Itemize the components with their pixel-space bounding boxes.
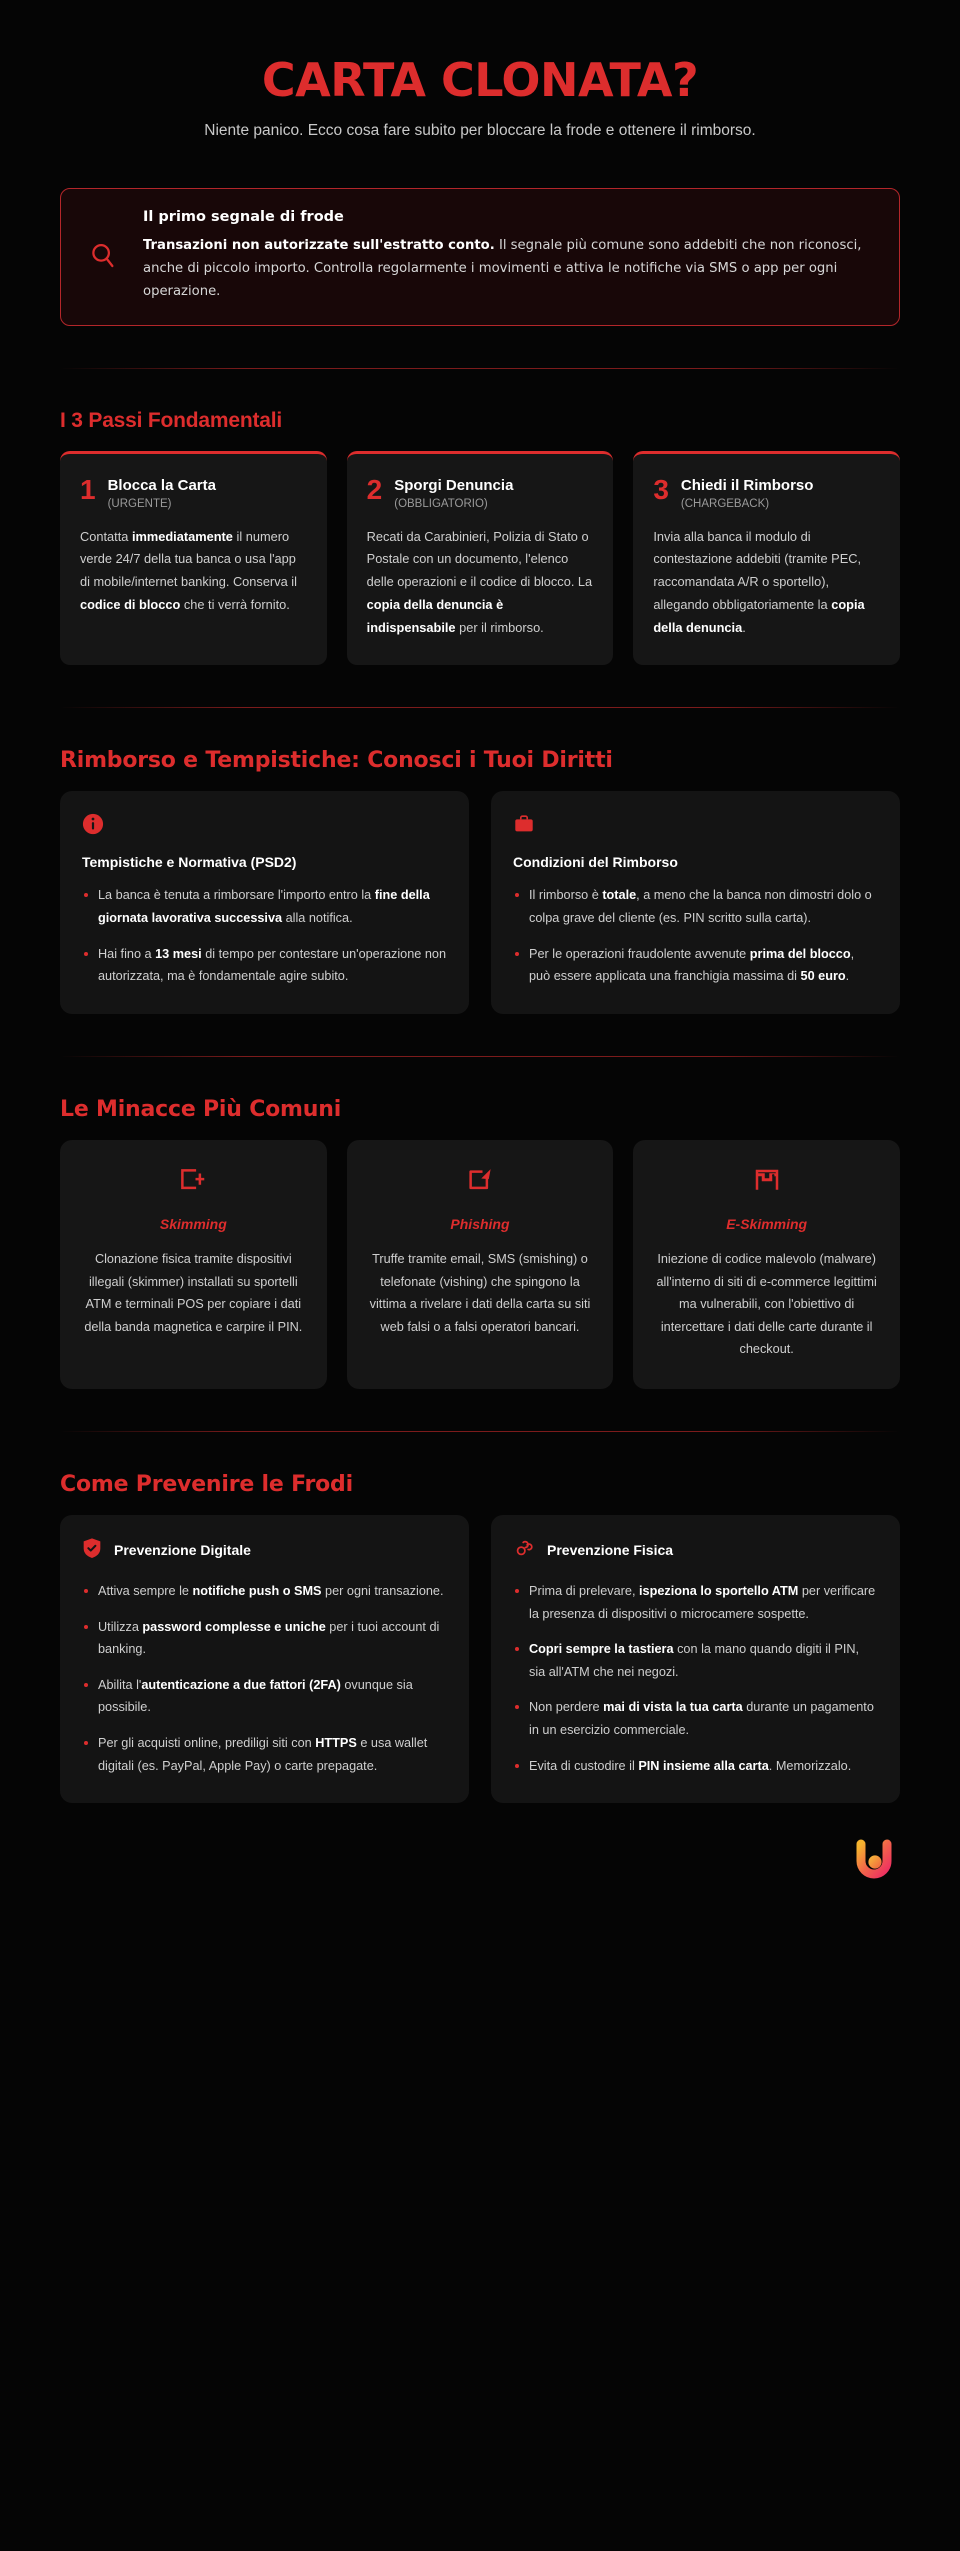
list-item: Hai fino a 13 mesi di tempo per contestare un'operazione non autorizzata, ma è fondamentale agire subito.	[82, 943, 447, 988]
magnifier-icon	[85, 241, 121, 271]
threats-section	[60, 1097, 900, 1389]
step-subtitle: (CHARGEBACK)	[680, 497, 770, 510]
phishing-hook-icon	[367, 1164, 594, 1198]
fingerprint-icon	[513, 1537, 535, 1564]
step-titles	[108, 476, 307, 509]
step-title: Chiedi il Rimborso	[680, 477, 814, 495]
step-head	[80, 476, 307, 509]
step-head	[653, 476, 880, 509]
section-divider	[60, 1056, 900, 1057]
prevention-section	[60, 1472, 900, 1803]
refund-grid	[60, 791, 900, 1013]
list-item: La banca è tenuta a rimborsare l'importo entro la fine della giornata lavorativa successiva alla notifica.	[82, 884, 447, 929]
card-reader-icon	[80, 1164, 307, 1198]
threats-section-title: Le Minacce Più Comuni	[60, 1096, 342, 1122]
list-item: Attiva sempre le notifiche push o SMS per ogni transazione.	[82, 1580, 447, 1603]
threat-card	[60, 1140, 327, 1389]
info-circle-icon	[82, 813, 447, 840]
threat-text: Truffe tramite email, SMS (smishing) o telefonate (vishing) che spingono la vittima a rivelare i dati della carta su siti web falsi o a falsi operatori bancari.	[369, 1251, 591, 1334]
list-item: Il rimborso è totale, a meno che la banca non dimostri dolo o colpa grave del cliente (es. PIN scritto sulla carta).	[513, 884, 878, 929]
step-card	[60, 451, 327, 665]
bullet-list	[513, 1580, 878, 1777]
first-fraud-signal-alert	[60, 188, 900, 326]
step-title: Blocca la Carta	[107, 477, 216, 495]
prevention-head	[513, 1537, 878, 1564]
step-head	[367, 476, 594, 509]
bullet-list	[513, 884, 878, 987]
section-divider	[60, 1431, 900, 1432]
step-titles	[681, 476, 880, 509]
step-number: 3	[653, 474, 669, 506]
list-item: Copri sempre la tastiera con la mano quando digiti il PIN, sia all'ATM che nei negozi.	[513, 1638, 878, 1683]
prevention-grid	[60, 1515, 900, 1803]
step-text: Invia alla banca il modulo di contestazione addebiti (tramite PEC, raccomandata A/R o sportello), allegando obbligatoriamente la copia della denuncia.	[653, 528, 865, 635]
refund-section	[60, 748, 900, 1013]
refund-section-title: Rimborso e Tempistiche: Conosci i Tuoi Diritti	[60, 748, 613, 774]
alert-body	[143, 209, 875, 303]
info-card-title: Condizioni del Rimborso	[513, 854, 678, 871]
hero-header	[60, 0, 900, 140]
step-subtitle: (OBBLIGATORIO)	[394, 497, 488, 510]
code-injection-icon	[653, 1164, 880, 1198]
list-item: Evita di custodire il PIN insieme alla carta. Memorizzalo.	[513, 1755, 878, 1778]
alert-text	[143, 235, 875, 303]
list-item: Prima di prelevare, ispeziona lo sportello ATM per verificare la presenza di dispositivi o microcamere sospette.	[513, 1580, 878, 1625]
step-titles	[394, 476, 593, 509]
threat-card	[633, 1140, 900, 1389]
info-card-title: Tempistiche e Normativa (PSD2)	[82, 854, 297, 871]
page-title: CARTA CLONATA?	[261, 53, 699, 107]
alert-lead: Transazioni non autorizzate sull'estratto conto.	[143, 238, 495, 254]
alert-title: Il primo segnale di frode	[143, 209, 344, 226]
info-card-conditions	[491, 791, 900, 1013]
info-card-timing	[60, 791, 469, 1013]
prevention-card-digital	[60, 1515, 469, 1803]
step-title: Sporgi Denuncia	[394, 477, 514, 495]
prevention-card-physical	[491, 1515, 900, 1803]
step-card	[633, 451, 900, 665]
threat-card	[347, 1140, 614, 1389]
shield-check-icon	[82, 1537, 102, 1564]
list-item: Non perdere mai di vista la tua carta durante un pagamento in un esercizio commerciale.	[513, 1696, 878, 1741]
threat-text: Iniezione di codice malevolo (malware) all'interno di siti di e-commerce legittimi ma vulnerabili, con l'obiettivo di intercettare i dati delle carte durante il checkout.	[656, 1251, 877, 1357]
bullet-list	[82, 884, 447, 987]
steps-section	[60, 409, 900, 665]
list-item: Per gli acquisti online, prediligi siti con HTTPS e usa wallet digitali (es. PayPal, Apple Pay) o carte prepagate.	[82, 1732, 447, 1777]
gradient-u-logo	[848, 1833, 900, 1885]
threat-name: Phishing	[450, 1215, 510, 1232]
prevention-section-title: Come Prevenire le Frodi	[60, 1471, 353, 1497]
bullet-list	[82, 1580, 447, 1777]
section-divider	[60, 368, 900, 369]
threats-grid	[60, 1140, 900, 1389]
prevention-head	[82, 1537, 447, 1564]
footer	[0, 1803, 960, 1921]
page-subtitle: Niente panico. Ecco cosa fare subito per bloccare la frode e ottenere il rimborso.	[204, 122, 756, 140]
step-card	[347, 451, 614, 665]
step-text: Contatta immediatamente il numero verde 24/7 della tua banca o usa l'app di mobile/internet banking. Conserva il codice di blocco che ti verrà fornito.	[80, 528, 297, 612]
threat-text: Clonazione fisica tramite dispositivi illegali (skimmer) installati su sportelli ATM e terminali POS per copiare i dati della banda magnetica e carpire il PIN.	[84, 1251, 303, 1334]
list-item: Abilita l'autenticazione a due fattori (2FA) ovunque sia possibile.	[82, 1674, 447, 1719]
step-number: 1	[80, 474, 96, 506]
prevention-card-title: Prevenzione Digitale	[114, 1542, 251, 1559]
list-item: Utilizza password complesse e uniche per i tuoi account di banking.	[82, 1616, 447, 1661]
alert-rest: Il segnale più comune sono addebiti che non riconosci, anche di piccolo importo. Controlla regolarmente i movimenti e attiva le notifiche via SMS o app per ogni operazione.	[143, 238, 862, 299]
prevention-card-title: Prevenzione Fisica	[547, 1542, 674, 1559]
step-text: Recati da Carabinieri, Polizia di Stato o Postale con un documento, l'elenco delle operazioni e il codice di blocco. La copia della denuncia è indispensabile per il rimborso.	[366, 528, 593, 635]
section-divider	[60, 707, 900, 708]
threat-name: E-Skimming	[726, 1215, 808, 1232]
threat-name: Skimming	[159, 1215, 227, 1232]
steps-section-title: I 3 Passi Fondamentali	[60, 409, 283, 433]
steps-grid	[60, 451, 900, 665]
briefcase-icon	[513, 813, 878, 840]
step-subtitle: (URGENTE)	[107, 497, 172, 510]
list-item: Per le operazioni fraudolente avvenute prima del blocco, può essere applicata una franchigia massima di 50 euro.	[513, 943, 878, 988]
step-number: 2	[366, 474, 383, 506]
